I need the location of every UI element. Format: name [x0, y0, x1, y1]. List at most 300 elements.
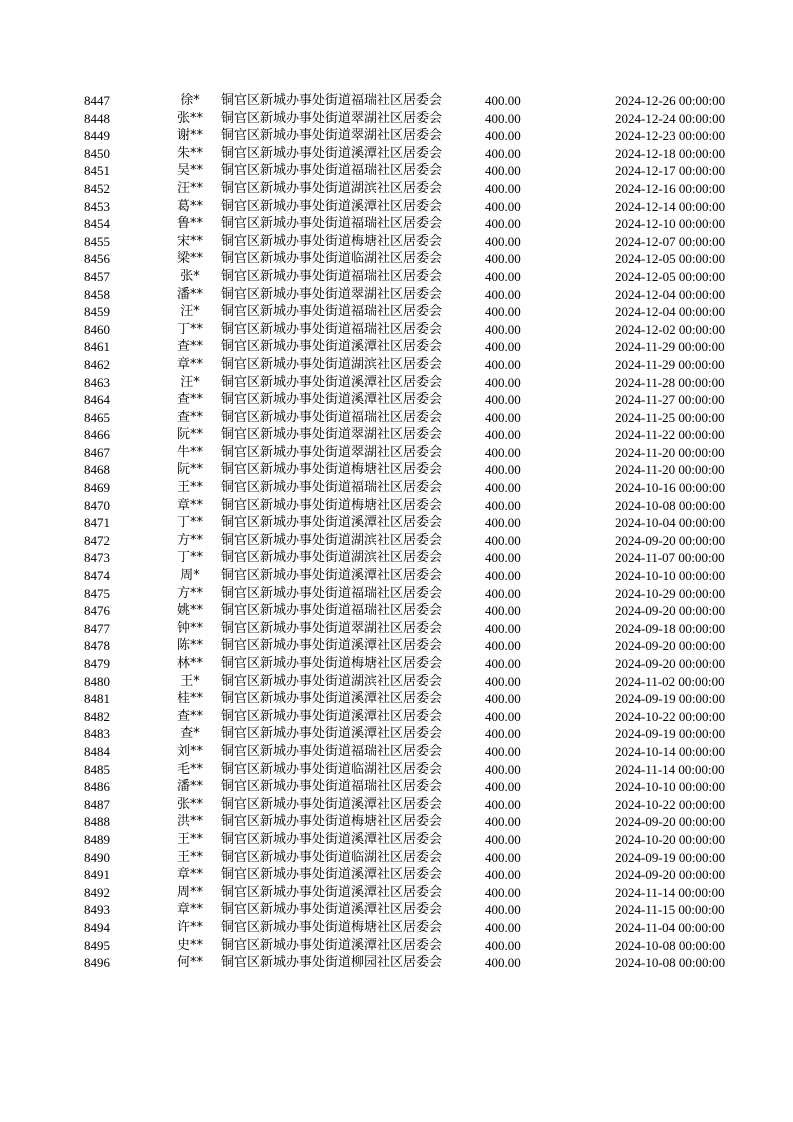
cell-name: 何**	[176, 955, 203, 971]
cell-amount: 400.00	[485, 779, 521, 795]
cell-id: 8481	[84, 691, 110, 707]
cell-id: 8453	[84, 198, 110, 214]
cell-organization: 铜官区新城办事处街道溪潭社区居委会	[221, 796, 443, 812]
cell-date: 2024-09-19 00:00:00	[615, 726, 726, 742]
cell-amount: 400.00	[485, 691, 521, 707]
cell-name: 章**	[176, 902, 203, 918]
cell-name: 张**	[176, 796, 203, 812]
cell-date: 2024-12-05 00:00:00	[615, 251, 726, 267]
cell-amount: 400.00	[485, 198, 521, 214]
cell-date: 2024-11-20 00:00:00	[615, 462, 725, 478]
cell-id: 8455	[84, 233, 110, 249]
table-row	[80, 233, 735, 251]
cell-name: 查**	[176, 708, 203, 724]
table-row	[80, 268, 735, 286]
cell-id: 8464	[84, 392, 110, 408]
cell-name: 林**	[176, 656, 203, 671]
cell-date: 2024-10-04 00:00:00	[615, 515, 726, 531]
cell-organization: 铜官区新城办事处街道临湖社区居委会	[221, 849, 443, 865]
cell-date: 2024-11-29 00:00:00	[615, 339, 725, 355]
table-row	[80, 761, 735, 779]
cell-name: 王**	[176, 831, 203, 847]
cell-amount: 400.00	[485, 743, 521, 759]
table-row	[80, 444, 735, 462]
cell-amount: 400.00	[485, 919, 521, 935]
cell-date: 2024-09-18 00:00:00	[615, 620, 726, 636]
table-row	[80, 813, 735, 831]
cell-organization: 铜官区新城办事处街道溪潭社区居委会	[221, 515, 443, 531]
cell-id: 8479	[84, 656, 110, 671]
cell-organization: 铜官区新城办事处街道溪潭社区居委会	[221, 638, 443, 654]
cell-organization: 铜官区新城办事处街道溪潭社区居委会	[221, 568, 443, 584]
cell-organization: 铜官区新城办事处街道湖滨社区居委会	[221, 180, 443, 196]
cell-name: 汪**	[176, 180, 203, 196]
cell-id: 8471	[84, 515, 110, 531]
cell-id: 8486	[84, 779, 110, 795]
cell-amount: 400.00	[485, 867, 521, 883]
cell-amount: 400.00	[485, 884, 521, 900]
cell-id: 8489	[84, 831, 110, 847]
cell-name: 张*	[180, 268, 200, 284]
cell-amount: 400.00	[485, 216, 521, 232]
cell-organization: 铜官区新城办事处街道福瑞社区居委会	[221, 268, 443, 284]
cell-organization: 铜官区新城办事处街道福瑞社区居委会	[221, 779, 443, 795]
cell-id: 8482	[84, 708, 110, 724]
table-row	[80, 321, 735, 339]
cell-date: 2024-09-20 00:00:00	[615, 656, 726, 671]
cell-amount: 400.00	[485, 321, 521, 337]
cell-id: 8452	[84, 180, 110, 196]
cell-date: 2024-11-15 00:00:00	[615, 902, 725, 918]
cell-name: 查*	[180, 726, 200, 742]
cell-id: 8476	[84, 603, 110, 619]
cell-name: 毛**	[176, 761, 203, 777]
table-row	[80, 461, 735, 479]
cell-name: 汪*	[180, 304, 200, 320]
table-row	[80, 162, 735, 180]
cell-name: 吴**	[176, 163, 203, 179]
cell-organization: 铜官区新城办事处街道福瑞社区居委会	[221, 409, 443, 425]
cell-id: 8447	[84, 93, 110, 108]
cell-name: 查**	[176, 409, 203, 425]
cell-date: 2024-10-22 00:00:00	[615, 796, 726, 812]
cell-amount: 400.00	[485, 550, 521, 566]
cell-amount: 400.00	[485, 603, 521, 619]
table-row	[80, 286, 735, 304]
cell-date: 2024-11-29 00:00:00	[615, 356, 725, 372]
cell-date: 2024-12-14 00:00:00	[615, 198, 726, 214]
cell-amount: 400.00	[485, 515, 521, 531]
cell-date: 2024-10-14 00:00:00	[615, 743, 726, 759]
cell-organization: 铜官区新城办事处街道湖滨社区居委会	[221, 532, 443, 548]
cell-amount: 400.00	[485, 409, 521, 425]
cell-date: 2024-09-20 00:00:00	[615, 532, 726, 548]
cell-organization: 铜官区新城办事处街道翠湖社区居委会	[221, 444, 443, 460]
cell-name: 查**	[176, 339, 203, 355]
cell-organization: 铜官区新城办事处街道溪潭社区居委会	[221, 339, 443, 355]
cell-amount: 400.00	[485, 128, 521, 144]
cell-organization: 铜官区新城办事处街道梅塘社区居委会	[221, 497, 443, 513]
cell-id: 8473	[84, 550, 110, 566]
cell-date: 2024-12-04 00:00:00	[615, 304, 726, 320]
cell-name: 王*	[180, 673, 200, 689]
cell-name: 丁**	[176, 515, 203, 531]
cell-name: 桂**	[176, 691, 203, 707]
cell-id: 8490	[84, 849, 110, 865]
cell-name: 钟**	[176, 620, 203, 636]
cell-organization: 铜官区新城办事处街道福瑞社区居委会	[221, 216, 443, 232]
table-row	[80, 338, 735, 356]
cell-date: 2024-11-25 00:00:00	[615, 409, 725, 425]
cell-id: 8450	[84, 145, 110, 161]
cell-name: 章**	[176, 497, 203, 513]
cell-id: 8463	[84, 374, 110, 390]
cell-name: 宋**	[176, 233, 203, 249]
table-row	[80, 901, 735, 919]
cell-date: 2024-12-05 00:00:00	[615, 268, 726, 284]
cell-id: 8470	[84, 497, 110, 513]
cell-name: 刘**	[176, 743, 203, 759]
cell-name: 方**	[176, 532, 203, 548]
table-row	[80, 796, 735, 814]
cell-amount: 400.00	[485, 673, 521, 689]
cell-organization: 铜官区新城办事处街道福瑞社区居委会	[221, 304, 443, 320]
cell-organization: 铜官区新城办事处街道临湖社区居委会	[221, 251, 443, 267]
cell-organization: 铜官区新城办事处街道溪潭社区居委会	[221, 708, 443, 724]
cell-id: 8467	[84, 444, 110, 460]
cell-amount: 400.00	[485, 532, 521, 548]
cell-organization: 铜官区新城办事处街道溪潭社区居委会	[221, 884, 443, 900]
cell-organization: 铜官区新城办事处街道翠湖社区居委会	[221, 620, 443, 636]
cell-amount: 400.00	[485, 955, 521, 971]
cell-organization: 铜官区新城办事处街道福瑞社区居委会	[221, 743, 443, 759]
cell-id: 8474	[84, 568, 110, 584]
cell-id: 8496	[84, 955, 110, 971]
cell-id: 8483	[84, 726, 110, 742]
cell-id: 8466	[84, 427, 110, 443]
cell-name: 王**	[176, 849, 203, 865]
cell-id: 8454	[84, 216, 110, 232]
cell-name: 徐*	[180, 93, 200, 108]
cell-amount: 400.00	[485, 286, 521, 302]
cell-id: 8492	[84, 884, 110, 900]
cell-id: 8460	[84, 321, 110, 337]
table-row	[80, 479, 735, 497]
cell-date: 2024-11-07 00:00:00	[615, 550, 725, 566]
cell-id: 8488	[84, 814, 110, 830]
cell-date: 2024-09-20 00:00:00	[615, 638, 726, 654]
cell-id: 8448	[84, 110, 110, 126]
cell-amount: 400.00	[485, 849, 521, 865]
records-table	[80, 92, 735, 972]
cell-organization: 铜官区新城办事处街道柳园社区居委会	[221, 955, 443, 971]
table-row	[80, 426, 735, 444]
cell-name: 查**	[176, 392, 203, 408]
cell-id: 8494	[84, 919, 110, 935]
cell-id: 8462	[84, 356, 110, 372]
cell-name: 潘**	[176, 779, 203, 795]
cell-date: 2024-10-10 00:00:00	[615, 568, 726, 584]
cell-name: 史**	[176, 937, 203, 953]
cell-id: 8478	[84, 638, 110, 654]
table-row	[80, 954, 735, 972]
cell-amount: 400.00	[485, 726, 521, 742]
cell-date: 2024-10-16 00:00:00	[615, 480, 726, 496]
cell-amount: 400.00	[485, 902, 521, 918]
cell-name: 潘**	[176, 286, 203, 302]
cell-date: 2024-09-19 00:00:00	[615, 691, 726, 707]
cell-id: 8491	[84, 867, 110, 883]
cell-amount: 400.00	[485, 831, 521, 847]
cell-date: 2024-12-26 00:00:00	[615, 93, 726, 108]
cell-name: 章**	[176, 867, 203, 883]
cell-id: 8485	[84, 761, 110, 777]
cell-id: 8458	[84, 286, 110, 302]
table-row	[80, 690, 735, 708]
table-row	[80, 655, 735, 673]
cell-id: 8480	[84, 673, 110, 689]
table-row	[80, 215, 735, 233]
cell-date: 2024-12-16 00:00:00	[615, 180, 726, 196]
cell-amount: 400.00	[485, 796, 521, 812]
table-row	[80, 602, 735, 620]
cell-organization: 铜官区新城办事处街道湖滨社区居委会	[221, 550, 443, 566]
cell-organization: 铜官区新城办事处街道福瑞社区居委会	[221, 163, 443, 179]
cell-organization: 铜官区新城办事处街道溪潭社区居委会	[221, 902, 443, 918]
cell-amount: 400.00	[485, 251, 521, 267]
cell-organization: 铜官区新城办事处街道溪潭社区居委会	[221, 691, 443, 707]
cell-name: 丁**	[176, 321, 203, 337]
cell-name: 张**	[176, 110, 203, 126]
cell-date: 2024-12-07 00:00:00	[615, 233, 726, 249]
cell-date: 2024-11-20 00:00:00	[615, 444, 725, 460]
cell-organization: 铜官区新城办事处街道梅塘社区居委会	[221, 919, 443, 935]
cell-date: 2024-10-29 00:00:00	[615, 585, 726, 601]
cell-organization: 铜官区新城办事处街道溪潭社区居委会	[221, 831, 443, 847]
cell-id: 8487	[84, 796, 110, 812]
table-row	[80, 637, 735, 655]
cell-organization: 铜官区新城办事处街道翠湖社区居委会	[221, 128, 443, 144]
cell-name: 周**	[176, 884, 203, 900]
cell-name: 方**	[176, 585, 203, 601]
cell-id: 8475	[84, 585, 110, 601]
cell-date: 2024-11-04 00:00:00	[615, 919, 725, 935]
cell-id: 8459	[84, 304, 110, 320]
cell-date: 2024-11-02 00:00:00	[615, 673, 725, 689]
cell-amount: 400.00	[485, 374, 521, 390]
cell-date: 2024-10-08 00:00:00	[615, 937, 726, 953]
cell-name: 鲁**	[176, 216, 203, 232]
table-row	[80, 831, 735, 849]
table-row	[80, 549, 735, 567]
cell-amount: 400.00	[485, 444, 521, 460]
cell-name: 谢**	[176, 128, 203, 144]
cell-amount: 400.00	[485, 392, 521, 408]
cell-date: 2024-10-08 00:00:00	[615, 497, 726, 513]
cell-id: 8457	[84, 268, 110, 284]
cell-amount: 400.00	[485, 480, 521, 496]
cell-organization: 铜官区新城办事处街道溪潭社区居委会	[221, 867, 443, 883]
cell-name: 牛**	[176, 444, 203, 460]
cell-name: 丁**	[176, 550, 203, 566]
cell-id: 8449	[84, 128, 110, 144]
cell-name: 葛**	[176, 198, 203, 214]
cell-amount: 400.00	[485, 462, 521, 478]
cell-id: 8484	[84, 743, 110, 759]
cell-organization: 铜官区新城办事处街道溪潭社区居委会	[221, 198, 443, 214]
table-row	[80, 725, 735, 743]
cell-date: 2024-12-04 00:00:00	[615, 286, 726, 302]
cell-amount: 400.00	[485, 110, 521, 126]
table-row	[80, 514, 735, 532]
cell-id: 8472	[84, 532, 110, 548]
cell-date: 2024-12-02 00:00:00	[615, 321, 726, 337]
cell-amount: 400.00	[485, 93, 521, 108]
table-row	[80, 391, 735, 409]
cell-name: 陈**	[176, 638, 203, 654]
cell-date: 2024-11-27 00:00:00	[615, 392, 725, 408]
table-row	[80, 567, 735, 585]
cell-id: 8493	[84, 902, 110, 918]
table-row	[80, 92, 735, 110]
table-row	[80, 145, 735, 163]
cell-organization: 铜官区新城办事处街道福瑞社区居委会	[221, 321, 443, 337]
cell-amount: 400.00	[485, 427, 521, 443]
table-row	[80, 919, 735, 937]
cell-date: 2024-09-20 00:00:00	[615, 814, 726, 830]
cell-amount: 400.00	[485, 761, 521, 777]
table-row	[80, 778, 735, 796]
cell-organization: 铜官区新城办事处街道福瑞社区居委会	[221, 603, 443, 619]
cell-date: 2024-11-22 00:00:00	[615, 427, 725, 443]
table-row	[80, 374, 735, 392]
cell-organization: 铜官区新城办事处街道湖滨社区居委会	[221, 356, 443, 372]
cell-name: 章**	[176, 356, 203, 372]
cell-amount: 400.00	[485, 163, 521, 179]
cell-date: 2024-10-10 00:00:00	[615, 779, 726, 795]
cell-amount: 400.00	[485, 937, 521, 953]
cell-amount: 400.00	[485, 233, 521, 249]
cell-date: 2024-09-20 00:00:00	[615, 867, 726, 883]
table-row	[80, 849, 735, 867]
table-row	[80, 198, 735, 216]
cell-date: 2024-12-23 00:00:00	[615, 128, 726, 144]
table-row	[80, 356, 735, 374]
cell-amount: 400.00	[485, 268, 521, 284]
cell-date: 2024-11-14 00:00:00	[615, 884, 725, 900]
cell-date: 2024-10-08 00:00:00	[615, 955, 726, 971]
table-row	[80, 409, 735, 427]
cell-id: 8451	[84, 163, 110, 179]
table-row	[80, 127, 735, 145]
cell-name: 王**	[176, 480, 203, 496]
cell-date: 2024-11-28 00:00:00	[615, 374, 725, 390]
cell-organization: 铜官区新城办事处街道福瑞社区居委会	[221, 585, 443, 601]
cell-id: 8477	[84, 620, 110, 636]
table-row	[80, 866, 735, 884]
cell-organization: 铜官区新城办事处街道湖滨社区居委会	[221, 673, 443, 689]
cell-organization: 铜官区新城办事处街道溪潭社区居委会	[221, 726, 443, 742]
table-row	[80, 708, 735, 726]
cell-date: 2024-10-20 00:00:00	[615, 831, 726, 847]
cell-date: 2024-12-18 00:00:00	[615, 145, 726, 161]
cell-organization: 铜官区新城办事处街道溪潭社区居委会	[221, 392, 443, 408]
table-row	[80, 250, 735, 268]
table-row	[80, 585, 735, 603]
cell-amount: 400.00	[485, 620, 521, 636]
cell-name: 阮**	[176, 427, 203, 443]
table-row	[80, 497, 735, 515]
cell-amount: 400.00	[485, 568, 521, 584]
cell-date: 2024-12-24 00:00:00	[615, 110, 726, 126]
cell-amount: 400.00	[485, 638, 521, 654]
cell-amount: 400.00	[485, 708, 521, 724]
cell-amount: 400.00	[485, 304, 521, 320]
cell-organization: 铜官区新城办事处街道临湖社区居委会	[221, 761, 443, 777]
cell-id: 8468	[84, 462, 110, 478]
cell-organization: 铜官区新城办事处街道翠湖社区居委会	[221, 110, 443, 126]
cell-date: 2024-12-17 00:00:00	[615, 163, 726, 179]
table-row	[80, 743, 735, 761]
table-row	[80, 884, 735, 902]
cell-amount: 400.00	[485, 145, 521, 161]
cell-organization: 铜官区新城办事处街道梅塘社区居委会	[221, 462, 443, 478]
table-row	[80, 620, 735, 638]
table-row	[80, 532, 735, 550]
cell-amount: 400.00	[485, 356, 521, 372]
cell-amount: 400.00	[485, 180, 521, 196]
cell-organization: 铜官区新城办事处街道梅塘社区居委会	[221, 233, 443, 249]
records-table-body	[80, 92, 735, 972]
cell-organization: 铜官区新城办事处街道梅塘社区居委会	[221, 814, 443, 830]
cell-organization: 铜官区新城办事处街道福瑞社区居委会	[221, 93, 443, 108]
cell-organization: 铜官区新城办事处街道溪潭社区居委会	[221, 374, 443, 390]
cell-name: 洪**	[176, 814, 203, 830]
cell-id: 8495	[84, 937, 110, 953]
cell-date: 2024-11-14 00:00:00	[615, 761, 725, 777]
cell-name: 朱**	[176, 145, 203, 161]
cell-name: 阮**	[176, 462, 203, 478]
cell-organization: 铜官区新城办事处街道翠湖社区居委会	[221, 286, 443, 302]
table-row	[80, 180, 735, 198]
cell-id: 8456	[84, 251, 110, 267]
cell-amount: 400.00	[485, 339, 521, 355]
cell-organization: 铜官区新城办事处街道梅塘社区居委会	[221, 656, 443, 671]
cell-amount: 400.00	[485, 656, 521, 671]
cell-id: 8461	[84, 339, 110, 355]
cell-organization: 铜官区新城办事处街道翠湖社区居委会	[221, 427, 443, 443]
cell-name: 姚**	[176, 603, 203, 619]
table-row	[80, 110, 735, 128]
table-row	[80, 303, 735, 321]
cell-organization: 铜官区新城办事处街道溪潭社区居委会	[221, 937, 443, 953]
cell-date: 2024-12-10 00:00:00	[615, 216, 726, 232]
cell-name: 汪*	[180, 374, 200, 390]
cell-name: 周*	[180, 568, 200, 584]
cell-date: 2024-09-19 00:00:00	[615, 849, 726, 865]
cell-name: 梁**	[176, 251, 203, 267]
table-row	[80, 937, 735, 955]
cell-name: 许**	[176, 919, 203, 935]
cell-id: 8469	[84, 480, 110, 496]
cell-date: 2024-10-22 00:00:00	[615, 708, 726, 724]
cell-organization: 铜官区新城办事处街道福瑞社区居委会	[221, 480, 443, 496]
cell-date: 2024-09-20 00:00:00	[615, 603, 726, 619]
cell-amount: 400.00	[485, 814, 521, 830]
cell-amount: 400.00	[485, 497, 521, 513]
table-row	[80, 673, 735, 691]
cell-amount: 400.00	[485, 585, 521, 601]
